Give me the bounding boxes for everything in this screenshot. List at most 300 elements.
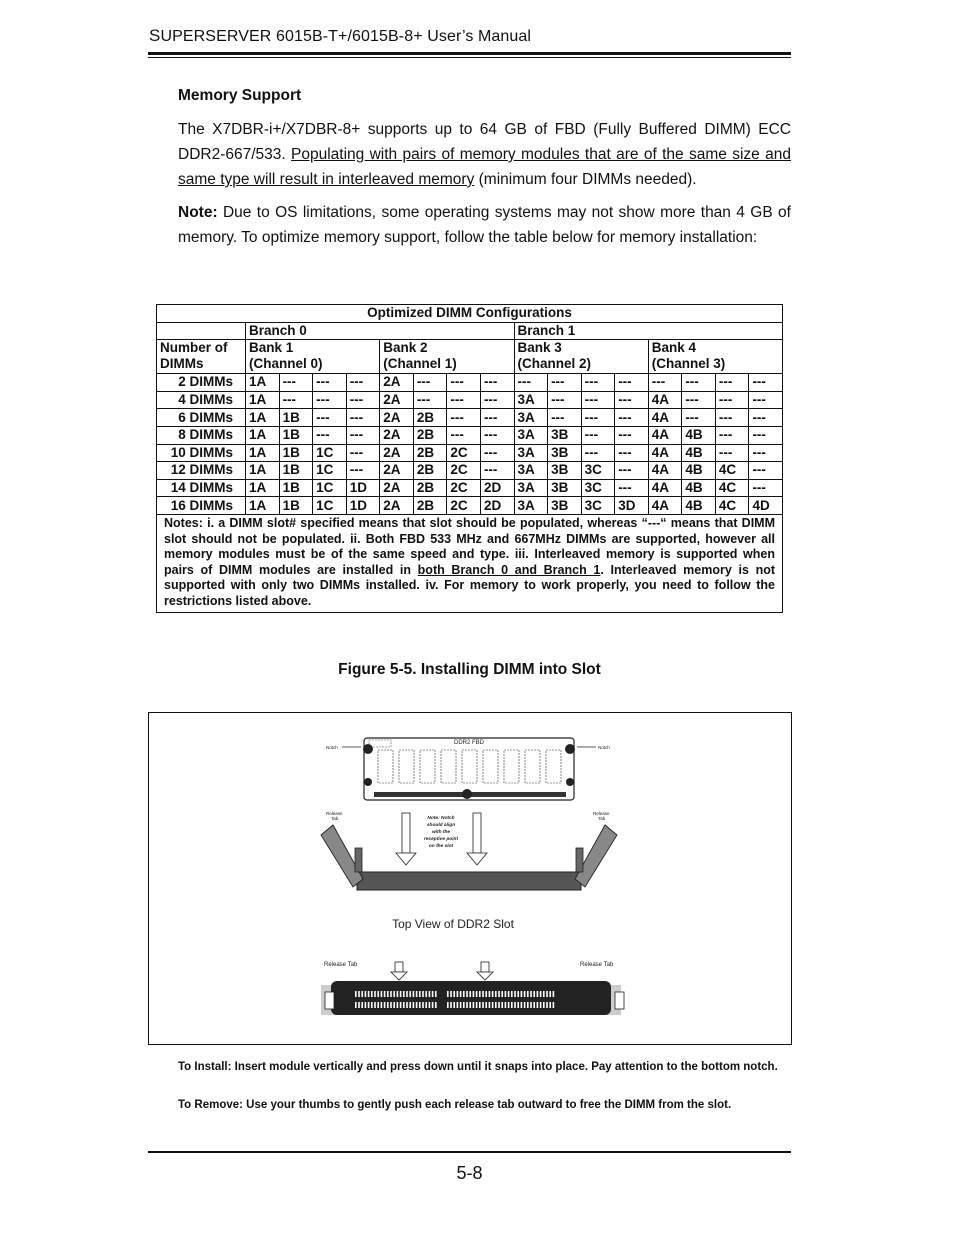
slot-pin bbox=[384, 991, 386, 997]
bank-row bbox=[157, 340, 783, 374]
slot-cell: --- bbox=[615, 444, 649, 462]
header-rule bbox=[148, 52, 791, 55]
bank-2-channel: (Channel 1) bbox=[383, 356, 457, 372]
slot-pin bbox=[498, 991, 500, 997]
note-paragraph bbox=[178, 200, 791, 250]
slot-pin bbox=[397, 1002, 399, 1008]
bank-2-name: Bank 2 bbox=[383, 340, 428, 356]
slot-cell: --- bbox=[346, 374, 380, 392]
slot-pin bbox=[390, 1002, 392, 1008]
slot-pin bbox=[377, 991, 379, 997]
slot-pin bbox=[463, 991, 465, 997]
dimm-config-table bbox=[156, 304, 783, 613]
slot-cell: --- bbox=[447, 391, 481, 409]
slot-cell: 1C bbox=[313, 479, 347, 497]
table-row bbox=[157, 497, 783, 515]
slot-pin bbox=[508, 991, 510, 997]
slot-cell: 1A bbox=[246, 391, 280, 409]
slot-pin bbox=[413, 991, 415, 997]
table-notes bbox=[157, 514, 783, 612]
slot-pin bbox=[495, 1002, 497, 1008]
slot-pin bbox=[479, 1002, 481, 1008]
slot-cell: --- bbox=[346, 409, 380, 427]
slot-pin bbox=[517, 1002, 519, 1008]
dimm-chip bbox=[462, 750, 477, 783]
slot-cell: 4A bbox=[648, 426, 682, 444]
slot-pin bbox=[403, 991, 405, 997]
slot-cell: 2B bbox=[413, 426, 447, 444]
branch-1-header: Branch 1 bbox=[514, 322, 783, 340]
slot-pin bbox=[400, 991, 402, 997]
slot-cell: --- bbox=[346, 426, 380, 444]
slot-cell: 4B bbox=[682, 497, 716, 515]
slot-cell: 3B bbox=[548, 444, 582, 462]
slot-cell: --- bbox=[313, 426, 347, 444]
slot-cell: 3A bbox=[514, 479, 548, 497]
slot-cell: --- bbox=[648, 374, 682, 392]
slot-pin bbox=[466, 1002, 468, 1008]
slot-pin bbox=[549, 991, 551, 997]
dimm-chip bbox=[525, 750, 540, 783]
slot-pin bbox=[450, 1002, 452, 1008]
slot-cell: --- bbox=[413, 391, 447, 409]
install-instructions: To Install: Insert module vertically and press down until it snaps into place. Pay attention to the bottom notch. bbox=[178, 1061, 778, 1073]
bank-3-channel: (Channel 2) bbox=[517, 356, 592, 372]
slot-pin bbox=[358, 991, 360, 997]
slot-cell: 4C bbox=[715, 479, 749, 497]
slot-cell: 3A bbox=[514, 426, 548, 444]
slot-cell: 2B bbox=[413, 462, 447, 480]
slot-cell: --- bbox=[682, 391, 716, 409]
slot-cell: 1B bbox=[279, 426, 313, 444]
dimm-chip bbox=[546, 750, 561, 783]
dimm-count-cell: 6 DIMMs bbox=[157, 409, 246, 427]
slot-pin bbox=[533, 991, 535, 997]
slot-pin bbox=[537, 1002, 539, 1008]
dimm-count-cell: 8 DIMMs bbox=[157, 426, 246, 444]
slot-pin bbox=[365, 1002, 367, 1008]
slot-pin bbox=[460, 1002, 462, 1008]
slot-cell: --- bbox=[749, 409, 783, 427]
slot-cell: --- bbox=[548, 374, 582, 392]
page-number: 5-8 bbox=[456, 1163, 483, 1183]
slot-pin bbox=[419, 991, 421, 997]
bank-4-channel: (Channel 3) bbox=[651, 356, 726, 372]
dimm-chip bbox=[504, 750, 519, 783]
slot-pin bbox=[463, 1002, 465, 1008]
slot-pin bbox=[368, 1002, 370, 1008]
slot-pin bbox=[403, 1002, 405, 1008]
slot-pin bbox=[390, 991, 392, 997]
slot-cell: 4A bbox=[648, 409, 682, 427]
slot-cell: --- bbox=[749, 391, 783, 409]
table-title: Optimized DIMM Configurations bbox=[157, 305, 783, 323]
slot-cell: 1C bbox=[313, 497, 347, 515]
slot-pin bbox=[425, 991, 427, 997]
slot-cell: 1C bbox=[313, 444, 347, 462]
slot-pin bbox=[473, 1002, 475, 1008]
dimm-chip bbox=[420, 750, 435, 783]
slot-cell: --- bbox=[749, 444, 783, 462]
slot-cell: --- bbox=[480, 426, 514, 444]
slot-cell: --- bbox=[715, 391, 749, 409]
table-row bbox=[157, 444, 783, 462]
slot-pin bbox=[511, 991, 513, 997]
slot-pin bbox=[514, 1002, 516, 1008]
slot-pin bbox=[374, 1002, 376, 1008]
slot-pin bbox=[527, 1002, 529, 1008]
slot-pin bbox=[530, 991, 532, 997]
slot-pin bbox=[381, 991, 383, 997]
dimm-chips bbox=[378, 750, 561, 783]
para-text-b: (minimum four DIMMs needed). bbox=[474, 171, 697, 188]
slot-top-view bbox=[321, 981, 624, 1015]
dimm-chip bbox=[378, 750, 393, 783]
slot-pin bbox=[409, 991, 411, 997]
slot-pin bbox=[416, 991, 418, 997]
slot-cell: 1D bbox=[346, 479, 380, 497]
slot-pin bbox=[543, 991, 545, 997]
slot-pin bbox=[546, 991, 548, 997]
dimm-count-cell: 14 DIMMs bbox=[157, 479, 246, 497]
dimm-rows bbox=[157, 374, 783, 515]
slot-cell: --- bbox=[313, 374, 347, 392]
slot-cell: 4B bbox=[682, 462, 716, 480]
slot-cell: --- bbox=[615, 462, 649, 480]
notch-left-label: Notch bbox=[326, 745, 338, 750]
slot-pin bbox=[482, 1002, 484, 1008]
slot-pin bbox=[447, 991, 449, 997]
slot-cell: 1A bbox=[246, 462, 280, 480]
slot-pin bbox=[416, 1002, 418, 1008]
slot-cell: --- bbox=[480, 462, 514, 480]
slot-pin bbox=[543, 1002, 545, 1008]
slot-cell: --- bbox=[615, 409, 649, 427]
slot-pin bbox=[422, 991, 424, 997]
slot-cell: --- bbox=[715, 374, 749, 392]
slot-pin bbox=[397, 991, 399, 997]
slot-pin bbox=[489, 991, 491, 997]
slot-side-view bbox=[321, 825, 617, 890]
notch-right-label: Notch bbox=[598, 745, 610, 750]
slot-cell: --- bbox=[346, 462, 380, 480]
slot-cell: 2D bbox=[480, 497, 514, 515]
slot-cell: 1B bbox=[279, 479, 313, 497]
slot-pin bbox=[400, 1002, 402, 1008]
slot-cell: --- bbox=[615, 479, 649, 497]
slot-cell: --- bbox=[615, 374, 649, 392]
top-arrow-right bbox=[477, 962, 493, 980]
dimm-count-cell: 16 DIMMs bbox=[157, 497, 246, 515]
notes-underlined: both Branch 0 and Branch 1 bbox=[417, 562, 601, 577]
slot-cell: 4A bbox=[648, 444, 682, 462]
slot-pin bbox=[387, 991, 389, 997]
top-view-label: Top View of DDR2 Slot bbox=[392, 917, 514, 931]
slot-cell: 2B bbox=[413, 409, 447, 427]
bank-2-header bbox=[380, 340, 514, 374]
branch-0-header: Branch 0 bbox=[246, 322, 515, 340]
note-line-2: should align bbox=[426, 823, 456, 828]
slot-pin bbox=[453, 991, 455, 997]
slot-pin bbox=[482, 991, 484, 997]
slot-pin bbox=[355, 991, 357, 997]
slot-cell: 3A bbox=[514, 409, 548, 427]
release-tab-left bbox=[325, 992, 334, 1009]
slot-cell: 4C bbox=[715, 462, 749, 480]
table-row bbox=[157, 391, 783, 409]
slot-cell: 2A bbox=[380, 444, 414, 462]
slot-cell: --- bbox=[279, 391, 313, 409]
table-row bbox=[157, 374, 783, 392]
slot-pin bbox=[533, 1002, 535, 1008]
slot-pin bbox=[524, 991, 526, 997]
slot-cell: 4A bbox=[648, 391, 682, 409]
slot-cell: --- bbox=[480, 374, 514, 392]
release-tab-left-label-b: Tab bbox=[331, 816, 339, 821]
slot-pin bbox=[549, 1002, 551, 1008]
slot-cell: 1A bbox=[246, 479, 280, 497]
slot-pin bbox=[419, 1002, 421, 1008]
slot-pin bbox=[466, 991, 468, 997]
para-text-a: The X7DBR-i+/X7DBR-8+ supports up to 64 GB of FBD (Fully Buffered DIMM) ECC DDR2-667/533. bbox=[178, 121, 791, 163]
dimm-install-figure bbox=[148, 712, 792, 1045]
slot-cell: 1B bbox=[279, 462, 313, 480]
dimm-chip bbox=[483, 750, 498, 783]
slot-pin bbox=[393, 1002, 395, 1008]
slot-pin bbox=[453, 1002, 455, 1008]
note-text: Due to OS limitations, some operating systems may not show more than 4 GB of memory. To optimize memory support, follow the table below for memory installation: bbox=[178, 204, 791, 246]
slot-pin bbox=[469, 991, 471, 997]
slot-cell: --- bbox=[548, 391, 582, 409]
slot-cell: 1A bbox=[246, 409, 280, 427]
slot-pin bbox=[476, 991, 478, 997]
branch-blank-cell bbox=[157, 322, 246, 340]
dimm-module bbox=[363, 738, 575, 800]
dimm-chip bbox=[441, 750, 456, 783]
slot-cell: 3C bbox=[581, 497, 615, 515]
slot-pin bbox=[498, 1002, 500, 1008]
slot-cell: --- bbox=[346, 391, 380, 409]
section-heading: Memory Support bbox=[178, 87, 302, 104]
slot-cell: --- bbox=[749, 462, 783, 480]
slot-pin bbox=[429, 1002, 431, 1008]
slot-pin bbox=[492, 1002, 494, 1008]
slot-cell: 1A bbox=[246, 374, 280, 392]
release-tab-right-label-a: Release bbox=[593, 811, 610, 816]
slot-pin bbox=[371, 1002, 373, 1008]
bank-4-name: Bank 4 bbox=[651, 340, 697, 356]
slot-cell: 2A bbox=[380, 462, 414, 480]
bank-1-channel: (Channel 0) bbox=[249, 356, 323, 372]
slot-cell: 2A bbox=[380, 426, 414, 444]
footer-rule bbox=[148, 1151, 791, 1153]
table-row bbox=[157, 426, 783, 444]
slot-cell: --- bbox=[581, 409, 615, 427]
slot-pin bbox=[527, 991, 529, 997]
dimm-count-cell: 4 DIMMs bbox=[157, 391, 246, 409]
slot-cell: 4A bbox=[648, 479, 682, 497]
slot-pin bbox=[371, 991, 373, 997]
bank-4-header bbox=[648, 340, 782, 374]
release-tab-right-label-b: Tab bbox=[598, 816, 606, 821]
slot-pin bbox=[521, 991, 523, 997]
slot-pin bbox=[406, 991, 408, 997]
notes-text-a: Notes: i. a DIMM slot# specified means that slot should be populated, whereas “---“ means that DIMM slot should not be populated. ii. Both FBD 533 MHz and 667MHz DIMMs are supported, however all memory modules must be of the same speed and type. iii. Interleaved memory is supported when pairs of DIMM modules are installed in bbox=[164, 515, 775, 577]
slot-pin bbox=[505, 991, 507, 997]
slot-pin bbox=[457, 1002, 459, 1008]
slot-pin bbox=[355, 1002, 357, 1008]
slot-pin bbox=[553, 991, 555, 997]
slot-pin bbox=[540, 1002, 542, 1008]
dimm-count-cell: 2 DIMMs bbox=[157, 374, 246, 392]
slot-cell: --- bbox=[581, 374, 615, 392]
header-cap-letter: S bbox=[149, 26, 161, 45]
slot-cell: 2A bbox=[380, 391, 414, 409]
slot-cell: 1B bbox=[279, 497, 313, 515]
slot-cell: 3C bbox=[581, 479, 615, 497]
slot-pin bbox=[432, 991, 434, 997]
slot-cell: 1A bbox=[246, 497, 280, 515]
slot-cell: 1D bbox=[346, 497, 380, 515]
slot-cell: 2B bbox=[413, 497, 447, 515]
slot-cell: 3C bbox=[581, 462, 615, 480]
slot-cell: 1A bbox=[246, 426, 280, 444]
slot-cell: --- bbox=[615, 426, 649, 444]
slot-pin bbox=[381, 1002, 383, 1008]
figure-caption: Figure 5-5. Installing DIMM into Slot bbox=[338, 661, 601, 678]
slot-pin bbox=[365, 991, 367, 997]
slot-pin bbox=[521, 1002, 523, 1008]
header-small-caps: UPERSERVER bbox=[160, 28, 272, 45]
note-line-4: receptive point bbox=[423, 837, 459, 842]
slot-cell: 3D bbox=[615, 497, 649, 515]
slot-pin bbox=[517, 991, 519, 997]
slot-pin bbox=[425, 1002, 427, 1008]
remove-instructions: To Remove: Use your thumbs to gently push each release tab outward to free the DIMM from the slot. bbox=[178, 1099, 732, 1111]
release-tab-right-top-label: Release Tab bbox=[580, 962, 614, 968]
slot-pin bbox=[530, 1002, 532, 1008]
dimms-label: DIMMs bbox=[160, 356, 204, 372]
slot-cell: 2C bbox=[447, 462, 481, 480]
note-line-5: on the slot bbox=[428, 844, 454, 849]
bank-1-header bbox=[246, 340, 380, 374]
slot-cell: --- bbox=[749, 374, 783, 392]
notes-row bbox=[157, 514, 783, 612]
slot-pin bbox=[546, 1002, 548, 1008]
slot-cell: 3A bbox=[514, 462, 548, 480]
slot-pin bbox=[450, 991, 452, 997]
slot-cell: --- bbox=[548, 409, 582, 427]
note-line-1: Note: Notch bbox=[427, 816, 455, 821]
slot-pin bbox=[485, 991, 487, 997]
slot-cell: 3B bbox=[548, 479, 582, 497]
slot-pin bbox=[447, 1002, 449, 1008]
slot-pin bbox=[505, 1002, 507, 1008]
top-arrow-left bbox=[391, 962, 407, 980]
slot-pin bbox=[511, 1002, 513, 1008]
slot-cell: 2A bbox=[380, 409, 414, 427]
slot-pin bbox=[479, 991, 481, 997]
dimm-count-cell: 10 DIMMs bbox=[157, 444, 246, 462]
slot-pin bbox=[501, 1002, 503, 1008]
slot-cell: --- bbox=[447, 426, 481, 444]
slot-pin bbox=[501, 991, 503, 997]
para-underlined-text: Populating with pairs of memory modules that are of the same size and same type will result in interleaved memory bbox=[178, 146, 791, 188]
slot-cell: --- bbox=[480, 444, 514, 462]
running-header bbox=[149, 26, 531, 46]
release-tab-left-top-label: Release Tab bbox=[324, 962, 358, 968]
release-tab-left-label-a: Release bbox=[326, 811, 343, 816]
memory-support-paragraph bbox=[178, 117, 791, 192]
slot-pin bbox=[473, 991, 475, 997]
slot-pin bbox=[432, 1002, 434, 1008]
slot-cell: --- bbox=[313, 391, 347, 409]
slot-cell: 1A bbox=[246, 444, 280, 462]
slot-cell: 4B bbox=[682, 479, 716, 497]
slot-cell: 3A bbox=[514, 391, 548, 409]
slot-cell: 4B bbox=[682, 444, 716, 462]
slot-pin bbox=[489, 1002, 491, 1008]
slot-pin bbox=[495, 991, 497, 997]
slot-pin bbox=[435, 991, 437, 997]
slot-cell: 4B bbox=[682, 426, 716, 444]
slot-cell: 1B bbox=[279, 409, 313, 427]
slot-cell: --- bbox=[715, 409, 749, 427]
slot-pin bbox=[368, 991, 370, 997]
slot-cell: --- bbox=[346, 444, 380, 462]
bank-3-name: Bank 3 bbox=[517, 340, 562, 356]
slot-pin bbox=[374, 991, 376, 997]
slot-cell: 4C bbox=[715, 497, 749, 515]
slot-cell: --- bbox=[581, 391, 615, 409]
slot-cell: 1B bbox=[279, 444, 313, 462]
slot-pin bbox=[387, 1002, 389, 1008]
number-of-dimms-header bbox=[157, 340, 246, 374]
slot-cell: 4A bbox=[648, 462, 682, 480]
slot-pin bbox=[413, 1002, 415, 1008]
slot-cell: 3B bbox=[548, 497, 582, 515]
slot-cell: --- bbox=[447, 374, 481, 392]
slot-pin bbox=[361, 1002, 363, 1008]
slot-pin bbox=[429, 991, 431, 997]
slot-pin bbox=[393, 991, 395, 997]
slot-cell: --- bbox=[581, 426, 615, 444]
dimm-install-diagram bbox=[149, 713, 791, 1044]
insert-arrow-left bbox=[396, 813, 416, 865]
slot-pin bbox=[422, 1002, 424, 1008]
slot-cell: --- bbox=[480, 391, 514, 409]
slot-cell: 2C bbox=[447, 444, 481, 462]
table-title-row bbox=[157, 305, 783, 323]
dimm-count-cell: 12 DIMMs bbox=[157, 462, 246, 480]
slot-cell: 2A bbox=[380, 479, 414, 497]
slot-pin bbox=[409, 1002, 411, 1008]
slot-pin bbox=[553, 1002, 555, 1008]
dimm-chip bbox=[399, 750, 414, 783]
slot-pin bbox=[540, 991, 542, 997]
slot-pin bbox=[537, 991, 539, 997]
slot-pin bbox=[460, 991, 462, 997]
slot-pin bbox=[358, 1002, 360, 1008]
header-rule-thin bbox=[148, 57, 791, 58]
slot-cell: 2B bbox=[413, 444, 447, 462]
slot-cell: 1C bbox=[313, 462, 347, 480]
slot-pin bbox=[435, 1002, 437, 1008]
slot-cell: 2C bbox=[447, 479, 481, 497]
slot-cell: 3A bbox=[514, 497, 548, 515]
slot-cell: 2B bbox=[413, 479, 447, 497]
branch-row bbox=[157, 322, 783, 340]
